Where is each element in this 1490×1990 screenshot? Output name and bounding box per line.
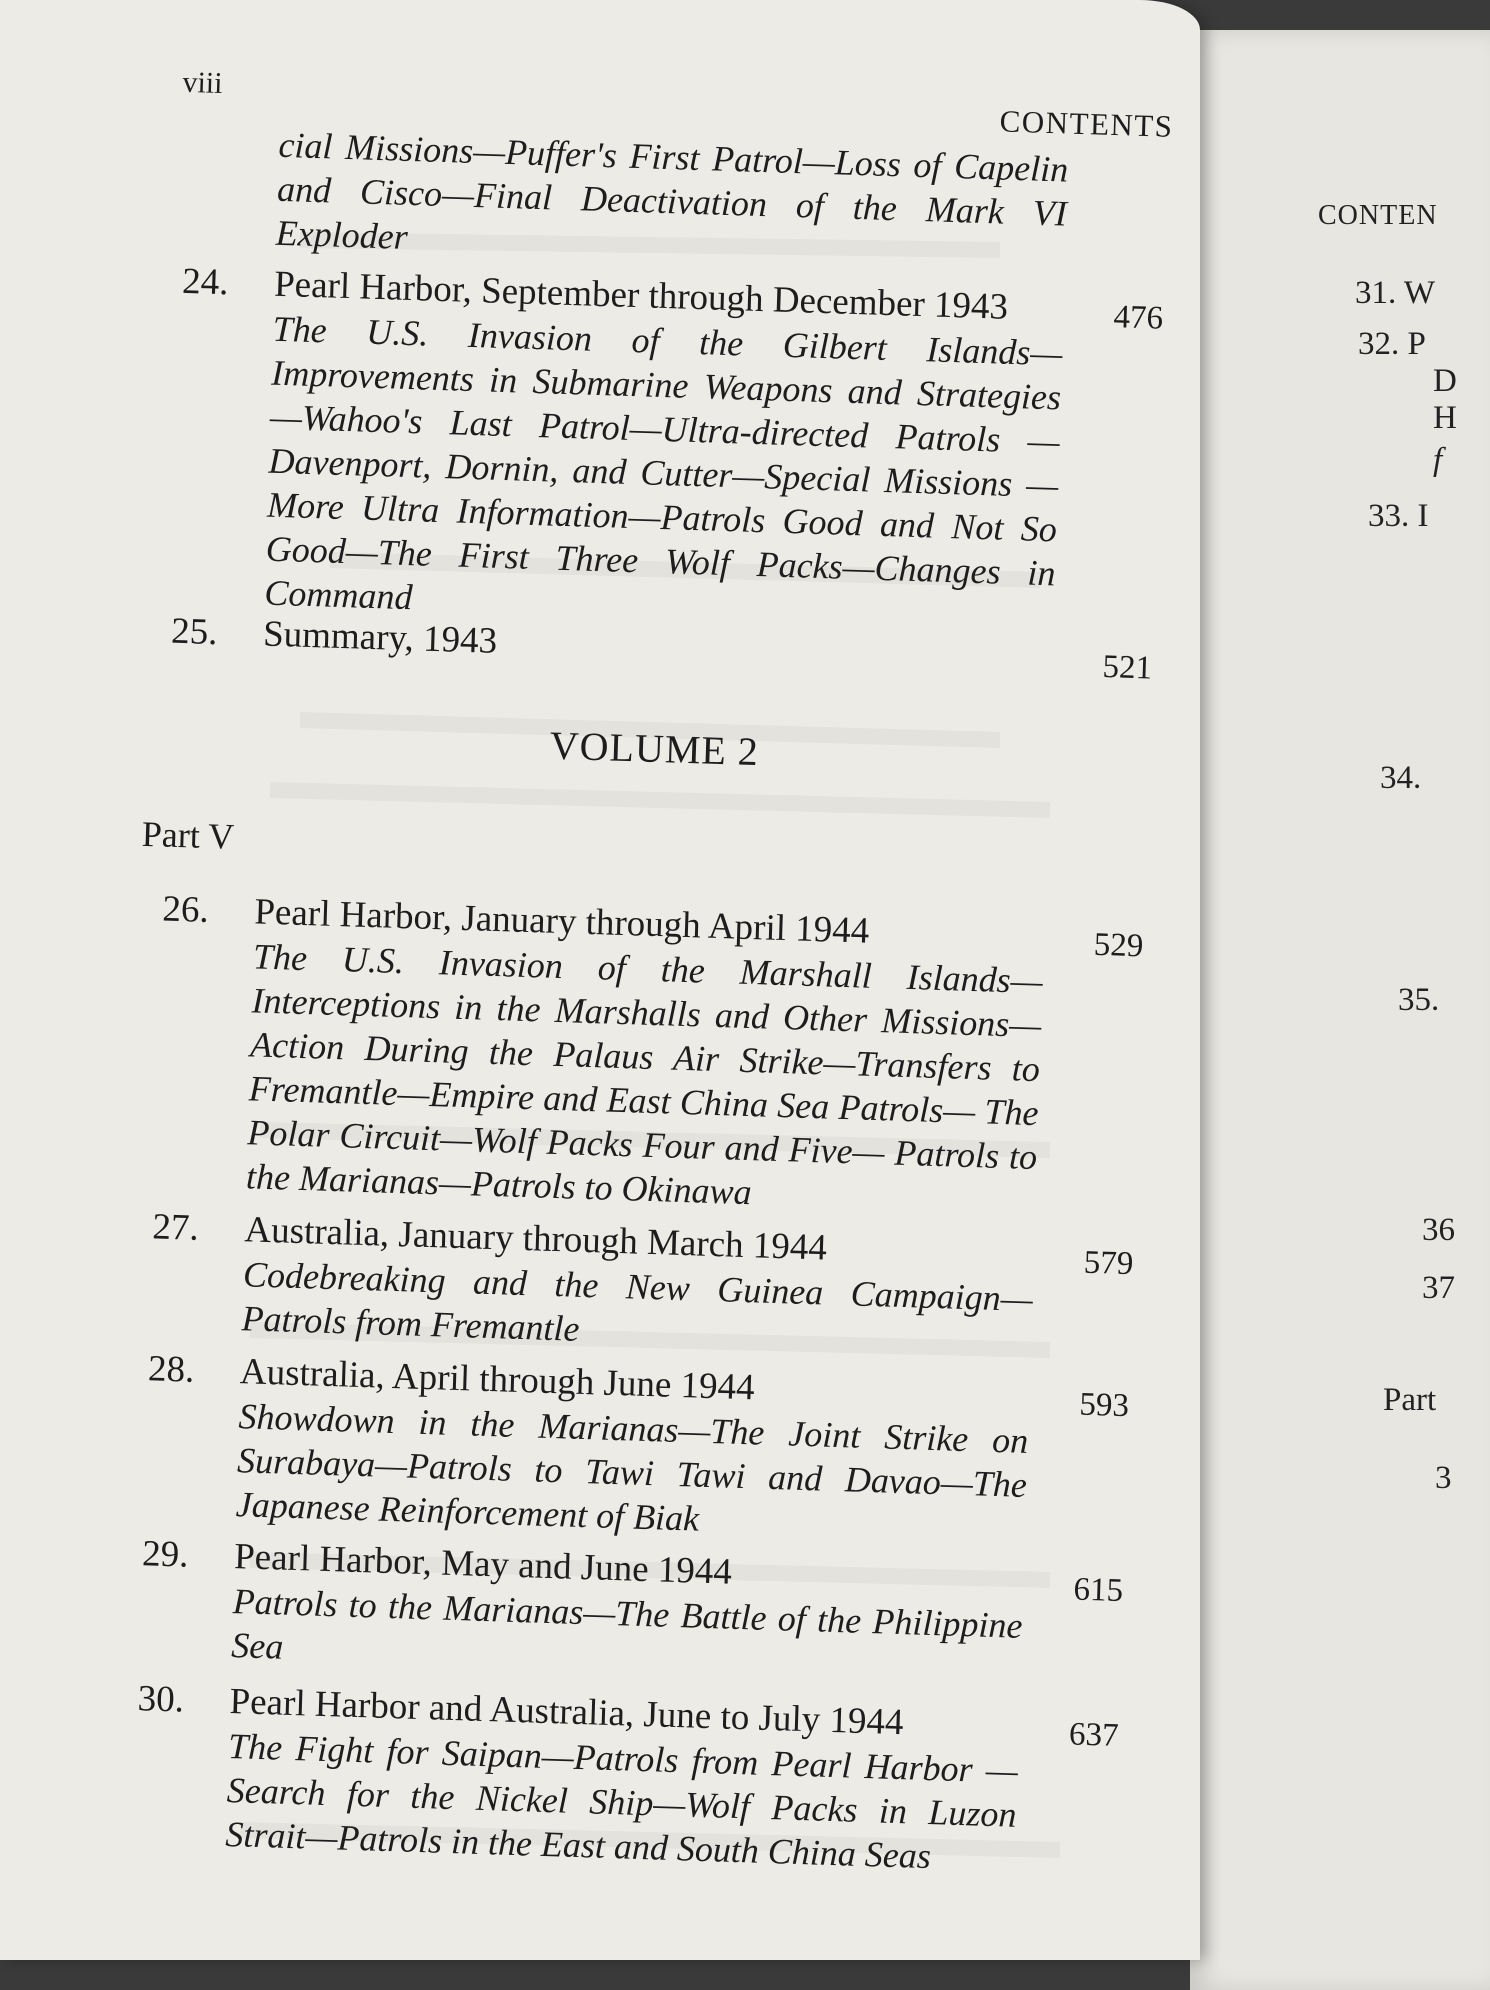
entry-title: Summary, 1943: [262, 613, 498, 662]
right-fragment: f: [1433, 442, 1443, 478]
right-fragment: 3: [1435, 1460, 1452, 1496]
page-folio: viii: [181, 65, 224, 100]
entry-number: 26.: [161, 888, 210, 931]
entry-page-number: 476: [1113, 299, 1164, 337]
entry-page-number: 579: [1083, 1244, 1134, 1283]
right-fragment: 35.: [1398, 982, 1440, 1018]
entry-page-number: 593: [1078, 1386, 1130, 1425]
entry-description: The U.S. Invasion of the Gilbert Islands—Improvements in Submarine Weapons and Strategies—Wahoo's Last Patrol—Ultra-directed Patrols —Davenport, Dornin, and Cutter—Special Missions —More Ultra Information—Patrols Good and Not So Good—The First Three Wolf Packs—Changes in Command: [263, 308, 1064, 618]
right-fragment: 33. I: [1368, 498, 1429, 534]
running-head: CONTENTS: [999, 103, 1175, 144]
entry-title: Pearl Harbor and Australia, June to July 1944: [229, 1681, 905, 1744]
entry-page-number: 637: [1068, 1716, 1120, 1754]
entry-page-number: 521: [1102, 648, 1153, 687]
entry-title: Australia, April through June 1944: [239, 1351, 756, 1409]
entry-title: Pearl Harbor, September through December 1943: [273, 263, 1009, 328]
entry-page-number: 529: [1093, 926, 1144, 965]
entry-page-number: 615: [1073, 1571, 1124, 1610]
right-fragment: 36: [1422, 1212, 1455, 1248]
entry-title: Australia, January through March 1944: [243, 1209, 828, 1269]
right-fragment: Part: [1383, 1382, 1437, 1418]
right-fragment: 34.: [1380, 760, 1422, 796]
entry-number: 25.: [170, 610, 219, 654]
entry-title: Pearl Harbor, January through April 1944: [253, 891, 870, 952]
volume-heading: VOLUME 2: [549, 722, 760, 775]
part-heading: Part V: [141, 813, 235, 857]
entry-number: 27.: [151, 1206, 200, 1249]
right-fragment: H: [1433, 400, 1457, 436]
entry-number: 29.: [141, 1533, 190, 1576]
right-fragment: 37: [1422, 1270, 1455, 1306]
right-facing-page: [1190, 30, 1490, 1990]
entry-number: 28.: [147, 1348, 195, 1391]
entry-number: 24.: [181, 260, 230, 304]
right-fragment: 32. P: [1358, 326, 1426, 362]
entry-title: Pearl Harbor, May and June 1944: [233, 1536, 733, 1593]
entry-description: Codebreaking and the New Guinea Campaign— Patrols from Fremantle: [241, 1254, 1034, 1349]
entry-description: The Fight for Saipan—Patrols from Pearl Harbor —Search for the Nickel Ship—Wolf Packs in Luzon Strait—Patrols in the East and South China Seas: [224, 1726, 1019, 1877]
continued-description: cial Missions—Puffer's First Patrol—Loss of Capelin and Cisco—Final Deactivation of the Mark VI Exploder: [275, 124, 1069, 257]
toc-entry: [161, 888, 1144, 1213]
right-fragment: D: [1433, 363, 1457, 399]
entry-description: The U.S. Invasion of the Marshall Islands—Interceptions in the Marshalls and Other Missions—Action During the Palaus Air Strike—Transfers to Fremantle—Empire and East China Sea Patrols— The Polar Circuit—Wolf Packs Four and Five— Patrols to the Marianas—Patrols to Okinawa: [245, 936, 1044, 1213]
entry-number: 30.: [137, 1678, 185, 1721]
right-fragment: 31. W: [1355, 275, 1436, 311]
right-running-head: CONTEN: [1318, 200, 1438, 231]
entry-description: Showdown in the Marianas—The Joint Strike on Surabaya—Patrols to Tawi Tawi and Davao—The Japanese Reinforcement of Biak: [235, 1396, 1029, 1539]
entry-description: Patrols to the Marianas—The Battle of the Philippine Sea: [230, 1581, 1024, 1667]
